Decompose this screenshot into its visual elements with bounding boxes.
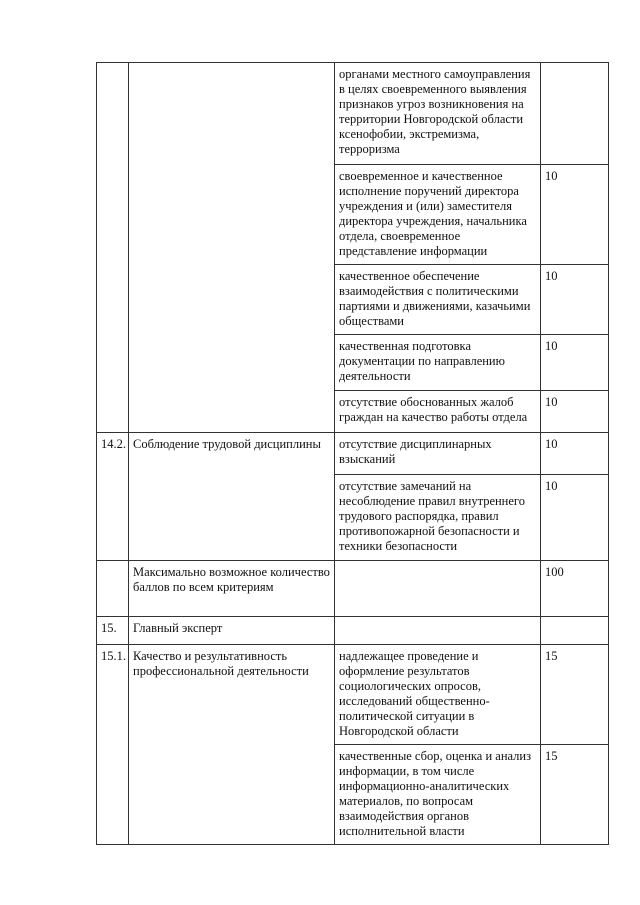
num-cell <box>97 391 129 433</box>
table-row <box>97 63 609 165</box>
name-cell <box>129 265 335 335</box>
points-cell: 15 <box>541 645 609 745</box>
name-cell: Соблюдение трудовой дисциплины <box>129 433 335 475</box>
points-cell: 10 <box>541 165 609 265</box>
criterion-cell: качественная подготовка документации по направлению деятельности <box>335 335 541 391</box>
name-cell: Качество и результативность профессиональной деятельности <box>129 645 335 745</box>
table-row <box>97 433 609 475</box>
num-cell <box>97 165 129 265</box>
name-cell <box>129 391 335 433</box>
num-cell <box>97 63 129 165</box>
criterion-cell <box>335 561 541 617</box>
points-cell <box>541 63 609 165</box>
name-cell <box>129 745 335 845</box>
num-cell <box>97 475 129 561</box>
name-cell <box>129 165 335 265</box>
name-cell: Максимально возможное количество баллов по всем критериям <box>129 561 335 617</box>
table-row <box>97 617 609 645</box>
criteria-table <box>96 62 609 845</box>
criterion-cell: своевременное и качественное исполнение поручений директора учреждения и (или) заместителя директора учреждения, начальника отдела, своевременное представление информации <box>335 165 541 265</box>
table-row <box>97 265 609 335</box>
name-cell: Главный эксперт <box>129 617 335 645</box>
num-cell <box>97 745 129 845</box>
points-cell: 15 <box>541 745 609 845</box>
criterion-cell: качественные сбор, оценка и анализ информации, в том числе информационно-аналитических материалов, по вопросам взаимодействия органов исполнительной власти <box>335 745 541 845</box>
num-cell: 15.1. <box>97 645 129 745</box>
points-cell: 10 <box>541 335 609 391</box>
points-cell: 10 <box>541 265 609 335</box>
table-row <box>97 391 609 433</box>
name-cell <box>129 335 335 391</box>
table-row <box>97 335 609 391</box>
criterion-cell <box>335 617 541 645</box>
points-cell <box>541 617 609 645</box>
num-cell <box>97 265 129 335</box>
num-cell <box>97 561 129 617</box>
name-cell <box>129 63 335 165</box>
criterion-cell: отсутствие дисциплинарных взысканий <box>335 433 541 475</box>
num-cell: 14.2. <box>97 433 129 475</box>
table-row <box>97 165 609 265</box>
name-cell <box>129 475 335 561</box>
criterion-cell: качественное обеспечение взаимодействия с политическими партиями и движениями, казачьими обществами <box>335 265 541 335</box>
points-cell: 10 <box>541 391 609 433</box>
table-row <box>97 475 609 561</box>
table-row <box>97 745 609 845</box>
criterion-cell: отсутствие обоснованных жалоб граждан на качество работы отдела <box>335 391 541 433</box>
points-cell: 100 <box>541 561 609 617</box>
criterion-cell: отсутствие замечаний на несоблюдение правил внутреннего трудового распорядка, правил противопожарной безопасности и техники безопасности <box>335 475 541 561</box>
table-row <box>97 645 609 745</box>
num-cell <box>97 335 129 391</box>
criterion-cell: органами местного самоуправления в целях своевременного выявления признаков угроз возникновения на территории Новгородской области ксенофобии, экстремизма, терроризма <box>335 63 541 165</box>
points-cell: 10 <box>541 475 609 561</box>
criterion-cell: надлежащее проведение и оформление результатов социологических опросов, исследований общественно-политической ситуации в Новгородской области <box>335 645 541 745</box>
table-row <box>97 561 609 617</box>
points-cell: 10 <box>541 433 609 475</box>
num-cell: 15. <box>97 617 129 645</box>
